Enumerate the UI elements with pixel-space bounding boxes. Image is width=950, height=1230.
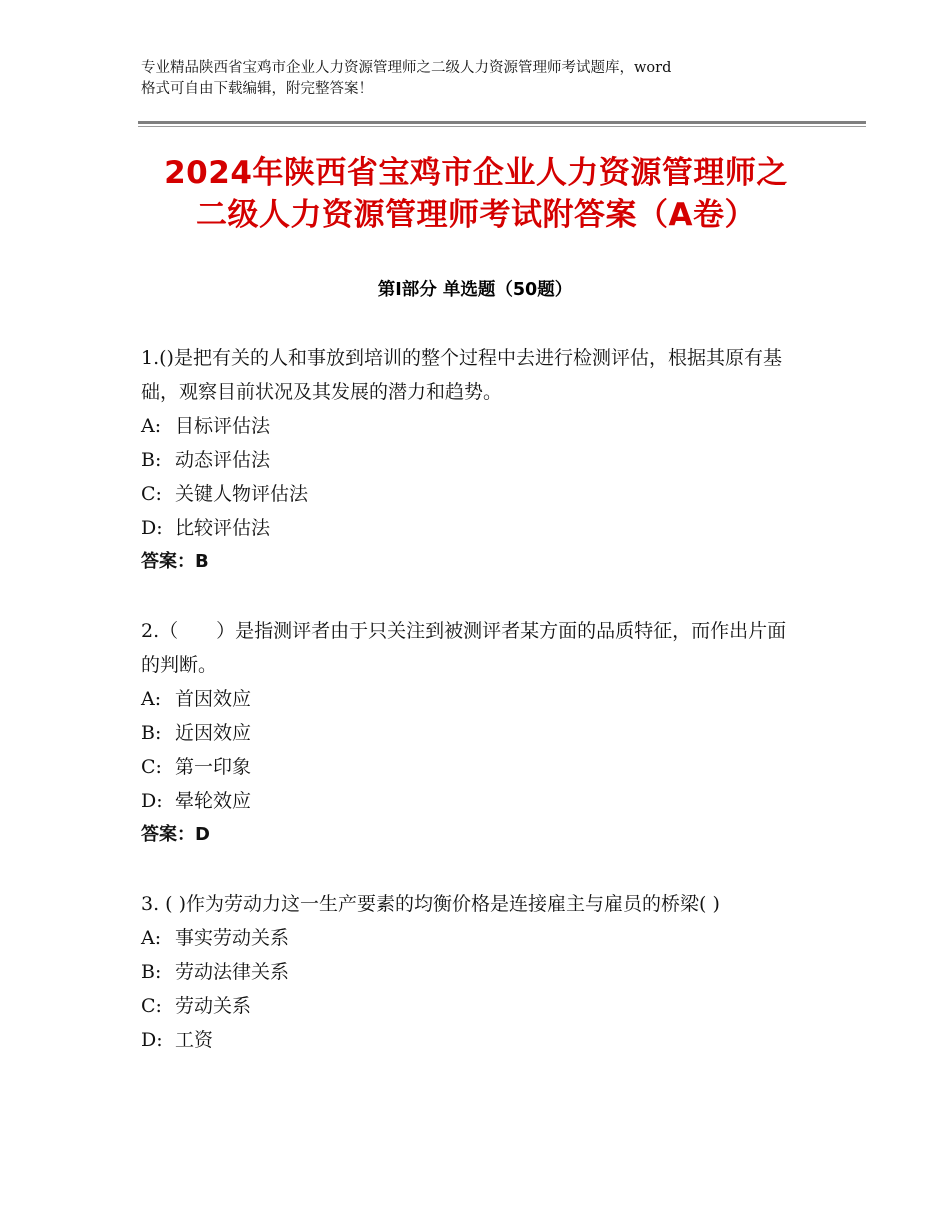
option-letter: D: — [141, 1029, 163, 1051]
option-letter: B: — [141, 722, 162, 744]
option-letter: C: — [141, 756, 162, 778]
option-letter: C: — [141, 995, 162, 1017]
question-stem: 3. ( )作为劳动力这一生产要素的均衡价格是连接雇主与雇员的桥梁( ) — [141, 893, 720, 915]
option-a — [141, 682, 801, 716]
option-b — [141, 443, 801, 477]
option-text: 第一印象 — [175, 756, 252, 778]
section-heading: 第Ⅰ部分 单选题（50题） — [377, 280, 573, 300]
option-text: 事实劳动关系 — [175, 927, 290, 949]
title-line-2: 二级人力资源管理师考试附答案（A卷） — [196, 197, 756, 233]
option-letter: D: — [141, 517, 163, 539]
question-2 — [141, 614, 801, 852]
question-1 — [141, 341, 801, 579]
option-letter: D: — [141, 790, 163, 812]
option-letter: A: — [141, 688, 162, 710]
option-c — [141, 989, 801, 1023]
page-header — [141, 58, 821, 100]
option-c — [141, 750, 801, 784]
option-text: 近因效应 — [175, 722, 252, 744]
header-line-2: 格式可自由下载编辑，附完整答案！ — [141, 81, 373, 97]
question-stem: 2.（ ）是指测评者由于只关注到被测评者某方面的品质特征，而作出片面的判断。 — [141, 620, 787, 676]
header-divider-thick — [138, 121, 866, 124]
option-c — [141, 477, 801, 511]
answer-line — [141, 545, 801, 579]
header-divider-thin — [138, 126, 866, 127]
answer-value: D — [195, 824, 210, 845]
option-letter: B: — [141, 449, 162, 471]
answer-line — [141, 818, 801, 852]
option-text: 比较评估法 — [175, 517, 271, 539]
answer-label: 答案： — [141, 824, 195, 845]
option-text: 动态评估法 — [175, 449, 271, 471]
answer-label: 答案： — [141, 551, 195, 572]
option-text: 目标评估法 — [175, 415, 271, 437]
option-d — [141, 1023, 801, 1057]
question-stem: 1.()是把有关的人和事放到培训的整个过程中去进行检测评估，根据其原有基础，观察目前状况及其发展的潜力和趋势。 — [141, 347, 782, 403]
option-text: 劳动法律关系 — [175, 961, 290, 983]
option-letter: A: — [141, 415, 162, 437]
option-text: 劳动关系 — [175, 995, 252, 1017]
question-3 — [141, 887, 801, 1057]
option-letter: C: — [141, 483, 162, 505]
option-letter: B: — [141, 961, 162, 983]
title-line-1: 2024年陕西省宝鸡市企业人力资源管理师之 — [164, 155, 788, 191]
document-title — [96, 152, 856, 236]
option-a — [141, 409, 801, 443]
option-text: 首因效应 — [175, 688, 252, 710]
option-b — [141, 955, 801, 989]
option-text: 关键人物评估法 — [175, 483, 309, 505]
answer-value: B — [195, 551, 209, 572]
header-line-1: 专业精品陕西省宝鸡市企业人力资源管理师之二级人力资源管理师考试题库，word — [141, 60, 672, 76]
option-a — [141, 921, 801, 955]
option-b — [141, 716, 801, 750]
option-letter: A: — [141, 927, 162, 949]
option-text: 工资 — [175, 1029, 214, 1051]
option-d — [141, 784, 801, 818]
option-text: 晕轮效应 — [175, 790, 252, 812]
option-d — [141, 511, 801, 545]
